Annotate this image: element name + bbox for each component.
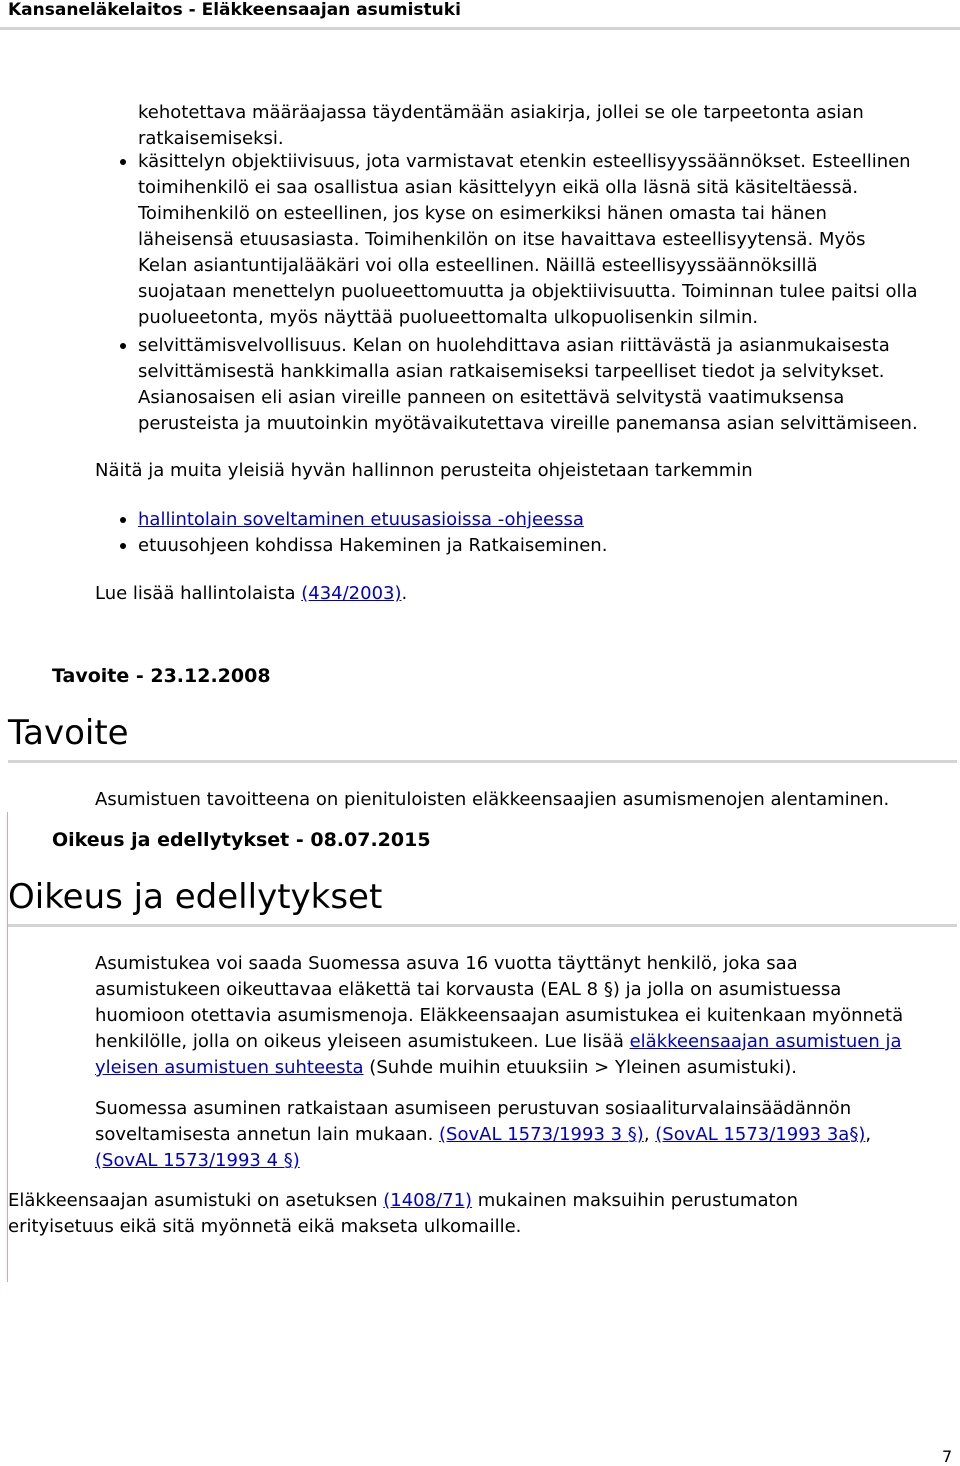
- relation-link-part2[interactable]: yleisen asumistuen suhteesta: [95, 1057, 364, 1078]
- text-line: selvittämisestä hankkimalla asian ratkaisemiseksi tarpeelliset tiedot ja selvitykset.: [138, 361, 885, 382]
- text-line: läheisensä etuusasiasta. Toimihenkilön on itse havaittava esteellisyytensä. Myös: [138, 229, 866, 250]
- tavoite-version-heading: Tavoite - 23.12.2008: [52, 665, 271, 687]
- text-line: ratkaisemiseksi.: [138, 128, 284, 149]
- separator: ,: [643, 1124, 656, 1145]
- law-434-2003-link[interactable]: (434/2003): [301, 583, 402, 604]
- header-divider: [0, 27, 960, 30]
- oikeus-heading: Oikeus ja edellytykset: [8, 877, 383, 917]
- bullet-icon: [120, 343, 126, 349]
- separator: ,: [865, 1124, 872, 1145]
- bullet-icon: [120, 159, 126, 165]
- document-header-title: Kansaneläkelaitos - Eläkkeensaajan asumistuki: [8, 0, 461, 20]
- text-line: Toimihenkilö on esteellinen, jos kyse on esimerkiksi hänen omasta tai hänen: [138, 203, 827, 224]
- list-item-etuusohje: etuusohjeen kohdissa Hakeminen ja Ratkaiseminen.: [138, 535, 608, 556]
- text-line: Asianosaisen eli asian vireille panneen on esitettävä selvitystä vaatimuksensa: [138, 387, 845, 408]
- oikeus-paragraph-3: [8, 1188, 798, 1240]
- text-line: toimihenkilö ei saa osallistua asian käsittelyyn eikä olla läsnä sitä käsiteltäessä.: [138, 177, 859, 198]
- page-number: 7: [942, 1447, 953, 1466]
- text-line: kehotettava määräajassa täydentämään asiakirja, jollei se ole tarpeetonta asian: [138, 102, 864, 123]
- text-line: Asumistukea voi saada Suomessa asuva 16 vuotta täyttänyt henkilö, joka saa: [95, 953, 798, 974]
- text-line: puolueetonta, myös näyttää puolueettomalta ulkopuolisenkin silmin.: [138, 307, 759, 328]
- list-item-investigation-duty: [138, 333, 953, 437]
- guidance-intro: Näitä ja muita yleisiä hyvän hallinnon perusteita ohjeistetaan tarkemmin: [95, 460, 753, 481]
- text-line: huomioon otettavia asumismenoja. Eläkkeensaajan asumistukea ei kuitenkaan myönnetä: [95, 1005, 904, 1026]
- relation-link-part1[interactable]: eläkkeensaajan asumistuen ja: [629, 1031, 902, 1052]
- tavoite-text: Asumistuen tavoitteena on pienituloisten eläkkeensaajien asumismenojen alentaminen.: [95, 789, 890, 810]
- text-line: Suomessa asuminen ratkaistaan asumiseen perustuvan sosiaaliturvalainsäädännön: [95, 1098, 852, 1119]
- list-item-objectivity: [138, 149, 953, 331]
- oikeus-version-heading: Oikeus ja edellytykset - 08.07.2015: [52, 829, 431, 851]
- oikeus-paragraph-2: [95, 1096, 871, 1174]
- soval-3a-link[interactable]: (SovAL 1573/1993 3a§): [655, 1124, 866, 1145]
- text-line: käsittelyn objektiivisuus, jota varmistavat etenkin esteellisyyssäännökset. Esteellinen: [138, 151, 911, 172]
- section-divider: [8, 760, 957, 763]
- text-line: erityisetuus eikä sitä myönnetä eikä makseta ulkomaille.: [8, 1216, 522, 1237]
- text-line: mukainen maksuihin perustumaton: [472, 1190, 798, 1211]
- hallintolaki-guide-link[interactable]: hallintolain soveltaminen etuusasioissa -ohjeessa: [138, 509, 584, 530]
- bullet-icon: [120, 543, 126, 549]
- read-more-suffix: .: [401, 583, 408, 604]
- text-line: perusteista ja muutoinkin myötävaikutettava vireille panemansa asian selvittämiseen.: [138, 413, 918, 434]
- text-line: asumistukeen oikeuttavaa eläkettä tai korvausta (EAL 8 §) ja jolla on asumistuessa: [95, 979, 842, 1000]
- section-divider: [8, 924, 957, 927]
- list-item-continuation: [138, 100, 953, 152]
- regulation-1408-71-link[interactable]: (1408/71): [383, 1190, 473, 1211]
- read-more-text: Lue lisää hallintolaista: [95, 583, 302, 604]
- bullet-icon: [120, 517, 126, 523]
- text-line: Eläkkeensaajan asumistuki on asetuksen: [8, 1190, 384, 1211]
- text-line: selvittämisvelvollisuus. Kelan on huolehdittava asian riittävästä ja asianmukaisesta: [138, 335, 890, 356]
- soval-3-link[interactable]: (SovAL 1573/1993 3 §): [439, 1124, 644, 1145]
- oikeus-paragraph-1: [95, 951, 903, 1081]
- text-line: soveltamisesta annetun lain mukaan.: [95, 1124, 440, 1145]
- read-more-paragraph: [95, 581, 407, 607]
- text-line: henkilölle, jolla on oikeus yleiseen asumistukeen. Lue lisää: [95, 1031, 630, 1052]
- tavoite-heading: Tavoite: [8, 713, 129, 753]
- text-line: (Suhde muihin etuuksiin > Yleinen asumistuki).: [363, 1057, 798, 1078]
- text-line: suojataan menettelyn puolueettomuutta ja objektiivisuutta. Toiminnan tulee paitsi olla: [138, 281, 918, 302]
- text-line: Kelan asiantuntijalääkäri voi olla esteellinen. Näillä esteellisyyssäännöksillä: [138, 255, 818, 276]
- soval-4-link[interactable]: (SovAL 1573/1993 4 §): [95, 1150, 300, 1171]
